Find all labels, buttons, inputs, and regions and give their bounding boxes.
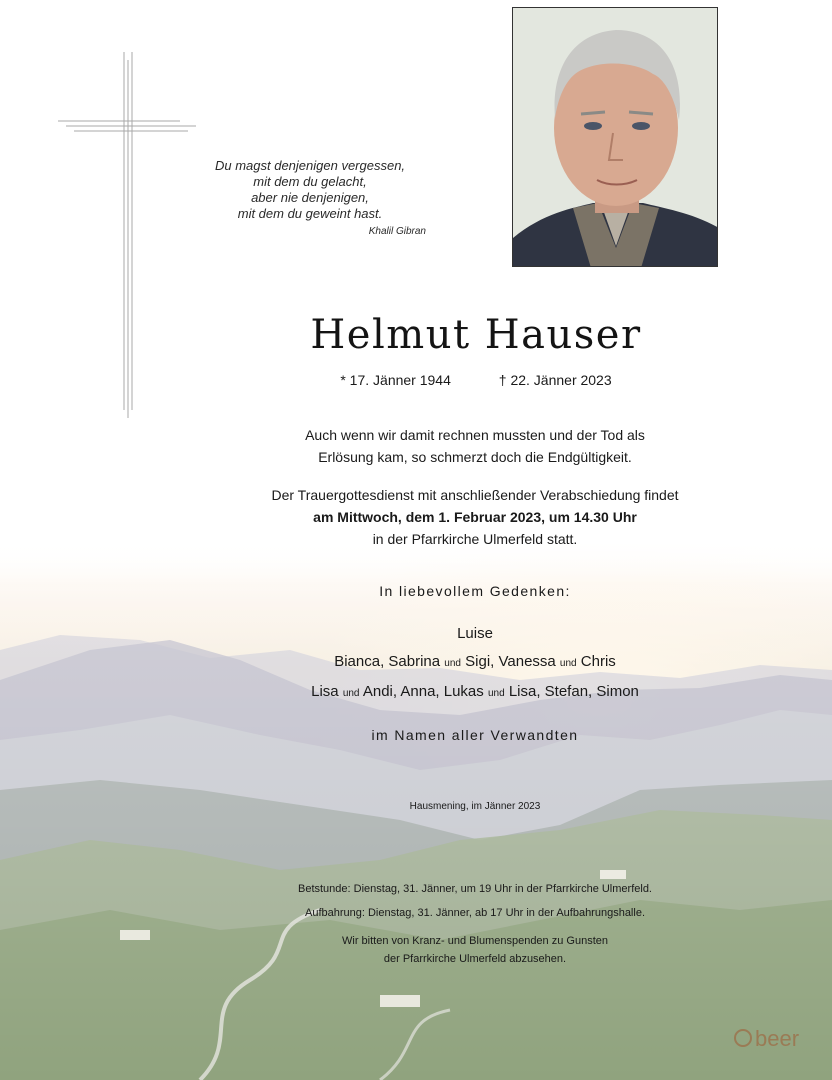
mourner-name: Luise (457, 625, 493, 642)
quote-line: aber nie denjenigen, (251, 190, 369, 205)
donation-notice: der Pfarrkirche Ulmerfeld abzusehen. (383, 953, 567, 965)
mourner-name: Andi, Anna, Lukas (362, 683, 484, 700)
mourners-heading: In liebevollem Gedenken: (379, 583, 571, 599)
mourner-name: Lisa, Stefan, Simon (508, 683, 639, 700)
conjunction: und (444, 658, 461, 669)
prayer-notice: Betstunde: Dienstag, 31. Jänner, um 19 Uhr in der Pfarrkirche Ulmerfeld. (297, 883, 652, 895)
service-announcement (150, 484, 800, 550)
viewing-notice: Aufbahrung: Dienstag, 31. Jänner, ab 17 Uhr in der Aufbahrungshalle. (304, 907, 645, 919)
service-line: Der Trauergottesdienst mit anschließender Verabschiedung findet (271, 487, 679, 503)
service-location: in der Pfarrkirche Ulmerfeld statt. (372, 531, 578, 547)
place-and-date: Hausmening, im Jänner 2023 (409, 801, 541, 812)
memorial-quote (190, 158, 430, 240)
mourners-list (150, 620, 800, 708)
intro-line: Erlösung kam, so schmerzt doch die Endgültigkeit. (318, 449, 632, 465)
deceased-name: Helmut Hauser (310, 312, 642, 358)
quote-line: Du magst denjenigen vergessen, (214, 158, 406, 173)
relatives-footer: im Namen aller Verwandten (371, 727, 579, 743)
conjunction: und (342, 688, 360, 699)
death-date: † 22. Jänner 2023 (498, 372, 612, 388)
quote-line: mit dem du gelacht, (253, 174, 367, 189)
service-date-time: am Mittwoch, dem 1. Februar 2023, um 14.30 Uhr (313, 509, 637, 525)
mourner-row (150, 620, 800, 648)
mourner-name: Bianca, Sabrina (334, 653, 441, 670)
mourner-name: Sigi, Vanessa (465, 653, 556, 670)
mourner-name: Chris (580, 653, 616, 670)
intro-text (150, 424, 800, 468)
notices (150, 880, 800, 968)
brand-mark-icon (734, 1029, 752, 1047)
conjunction: und (559, 658, 577, 669)
portrait-photo (512, 7, 718, 267)
conjunction: und (487, 688, 505, 699)
brand-name: beer (755, 1026, 800, 1051)
life-dates (226, 372, 726, 388)
donation-notice: Wir bitten von Kranz- und Blumenspenden zu Gunsten (342, 935, 608, 947)
quote-author: Khalil Gibran (368, 226, 426, 237)
quote-line: mit dem du geweint hast. (237, 206, 383, 221)
mourner-row (150, 678, 800, 708)
intro-line: Auch wenn wir damit rechnen mussten und der Tod als (305, 427, 645, 443)
brand-logo (734, 1026, 799, 1052)
mourner-name: Lisa (311, 683, 339, 700)
birth-date: * 17. Jänner 1944 (340, 372, 451, 388)
mourner-row (150, 648, 800, 678)
